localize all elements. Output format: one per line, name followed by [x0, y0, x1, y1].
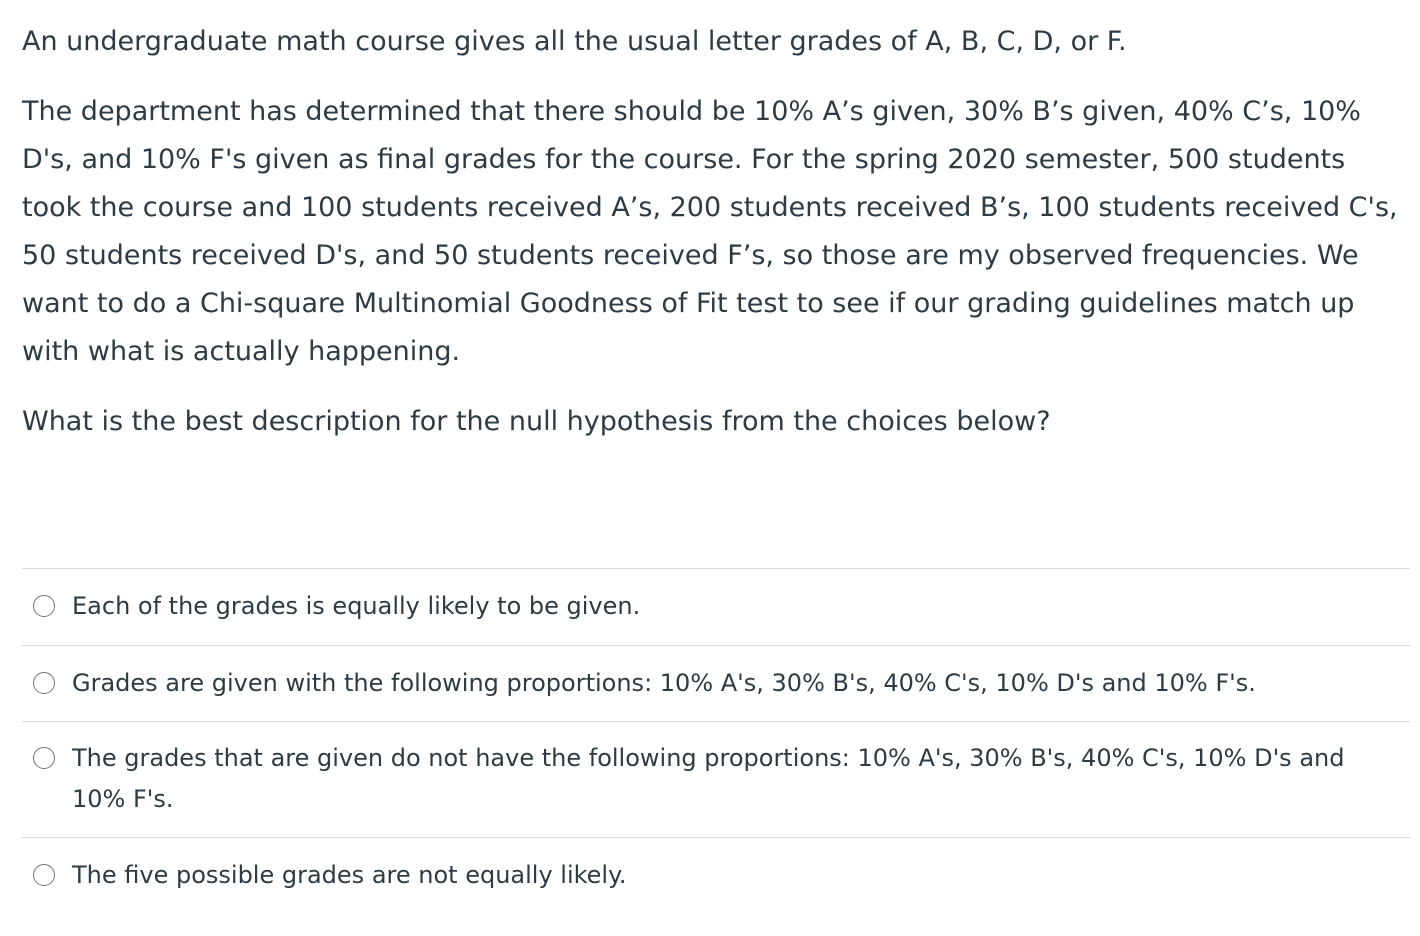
answer-label[interactable]: Each of the grades is equally likely to be given. — [72, 592, 641, 620]
radio-button[interactable] — [33, 595, 55, 617]
answer-option-3[interactable] — [22, 721, 1410, 837]
answer-choices — [22, 568, 1410, 917]
question-body: The department has determined that there should be 10% A’s given, 30% B’s given, 40% C’s, 10% D's, and 10% F's given as final grades for the course. For the spring 2020 semester, 500 students took the course and 100 students received A’s, 200 students received B’s, 100 students received C's, 50 students received D's, and 50 students received F’s, so those are my observed frequencies. We want to do a Chi-square Multinomial Goodness of Fit test to see if our grading guidelines match up with what is actually happening. — [22, 96, 1398, 367]
radio-button[interactable] — [33, 747, 55, 769]
answer-label[interactable]: Grades are given with the following proportions: 10% A's, 30% B's, 40% C's, 10% D's and 10% F's. — [72, 669, 1256, 697]
question-intro: An undergraduate math course gives all the usual letter grades of A, B, C, D, or F. — [22, 26, 1127, 57]
radio-button[interactable] — [33, 864, 55, 886]
answer-option-4[interactable] — [22, 837, 1410, 917]
answer-option-2[interactable] — [22, 645, 1410, 721]
answer-option-1[interactable] — [22, 568, 1410, 645]
radio-button[interactable] — [33, 672, 55, 694]
answer-label[interactable]: The five possible grades are not equally likely. — [72, 861, 627, 889]
question-text — [22, 18, 1402, 446]
question-prompt: What is the best description for the null hypothesis from the choices below? — [22, 406, 1051, 437]
answer-label[interactable]: The grades that are given do not have the following proportions: 10% A's, 30% B's, 40% C's, 10% D's and 10% F's. — [72, 744, 1345, 813]
